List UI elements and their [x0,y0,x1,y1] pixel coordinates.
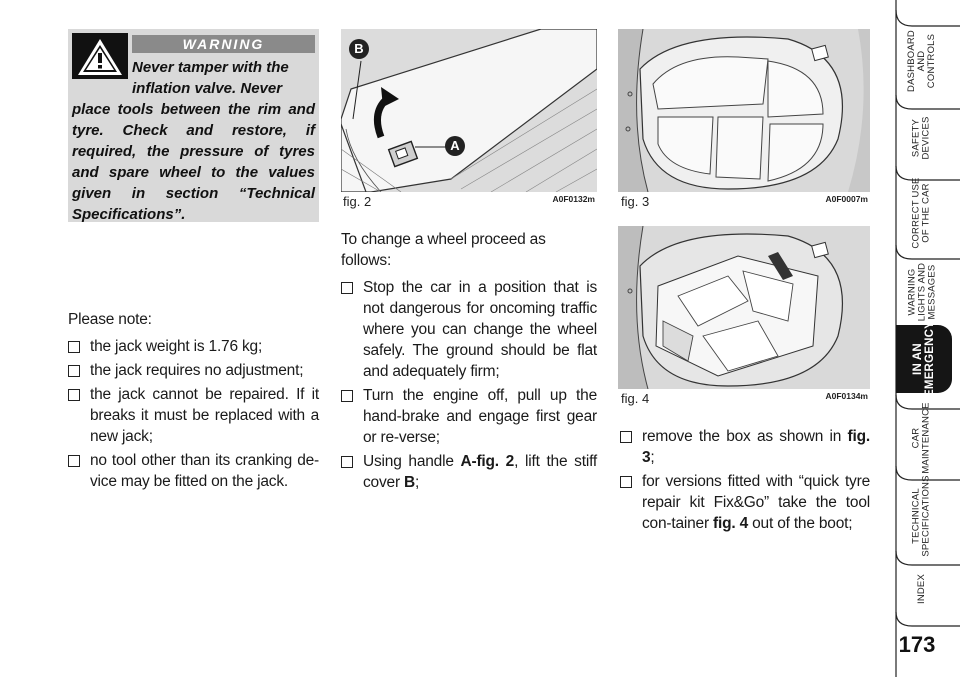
figure-reference: A-fig. 2 [460,453,515,470]
page-number: 173 [898,632,936,657]
tab-label: INDEX [915,573,927,605]
figure-3-caption: fig. 3 [621,194,650,209]
warning-line-1: Never tamper with the [132,59,289,76]
tab-label: CORRECT USE OF THE CAR [911,177,932,249]
notes-section [68,309,319,495]
chapter-tabs [888,0,960,677]
figure-3-code: A0F0007m [825,194,868,204]
figure-2-code: A0F0132m [552,194,595,204]
warning-text [72,57,315,225]
procedure-list-2 [620,426,870,534]
procedure-list [341,277,597,493]
item-text: Using handle [363,453,461,470]
item-text: ; [415,474,420,491]
item-text: ; [650,449,655,466]
callout-a: A [445,136,465,156]
figure-4-image [618,226,870,389]
list-item: the jack requires no adjustment; [68,360,319,381]
callout-b: B [349,39,369,59]
tab-car-maintenance[interactable] [896,402,948,474]
item-text: remove the box as shown in [642,428,848,445]
warning-body: place tools between the rim and tyre. Check and restore, if required, the pressure of tyres and spare wheel to the values given in section “Technical Specifications”. [72,101,315,223]
list-item [620,471,870,534]
list-item: Turn the engine off, pull up the hand-brake and engage first gear or re-verse; [341,385,597,448]
tab-correct-use[interactable] [896,177,948,249]
list-item: Stop the car in a position that is not dangerous for oncoming traffic where you can change the wheel safely. The ground should be flat and adequately firm; [341,277,597,382]
list-item: no tool other than its cranking de-vice may be fitted on the jack. [68,450,319,492]
list-item [341,451,597,493]
item-text: , lift the stiff cover [363,453,597,491]
notes-intro: Please note: [68,311,152,328]
notes-list [68,336,319,492]
figure-4-caption: fig. 4 [621,391,650,406]
tab-label: CAR MAINTENANCE [911,402,933,474]
tab-index[interactable] [896,567,948,611]
tab-label: IN AN EMERGENCY [912,321,937,397]
item-text: for versions fitted with “quick tyre repair kit Fix&Go” take the tool con-tainer [642,473,870,532]
tab-in-an-emergency[interactable] [896,321,952,397]
tab-safety-devices[interactable] [896,111,948,165]
warning-header: WARNING [132,35,315,53]
list-item [620,426,870,468]
tab-label: SAFETY DEVICES [910,116,932,160]
procedure-section [341,229,597,496]
list-item: the jack cannot be repaired. If it breaks it must be replaced with a new jack; [68,384,319,447]
tab-technical-specifications[interactable] [896,475,948,557]
figure-4-code: A0F0134m [825,391,868,401]
tab-label: WARNING LIGHTS AND MESSAGES [906,262,937,322]
tab-warning-lights[interactable] [896,261,948,323]
figure-reference: fig. 4 [713,515,749,532]
list-item: the jack weight is 1.76 kg; [68,336,319,357]
figure-2-caption: fig. 2 [343,194,372,209]
tab-label: TECHNICAL SPECIFICATIONS [911,475,932,557]
procedure-intro: To change a wheel proceed as follows: [341,231,546,269]
tab-label: DASHBOARD AND CONTROLS [906,30,938,92]
tab-dashboard[interactable] [896,28,948,94]
figure-2-image [341,29,597,192]
procedure-continued [620,426,870,537]
figure-reference: fig. 3 [642,428,870,466]
figure-3-image [618,29,870,192]
item-text: out of the boot; [748,515,853,532]
part-reference: B [404,474,416,491]
warning-box [68,29,319,222]
warning-line-2: inflation valve. Never [132,80,283,97]
